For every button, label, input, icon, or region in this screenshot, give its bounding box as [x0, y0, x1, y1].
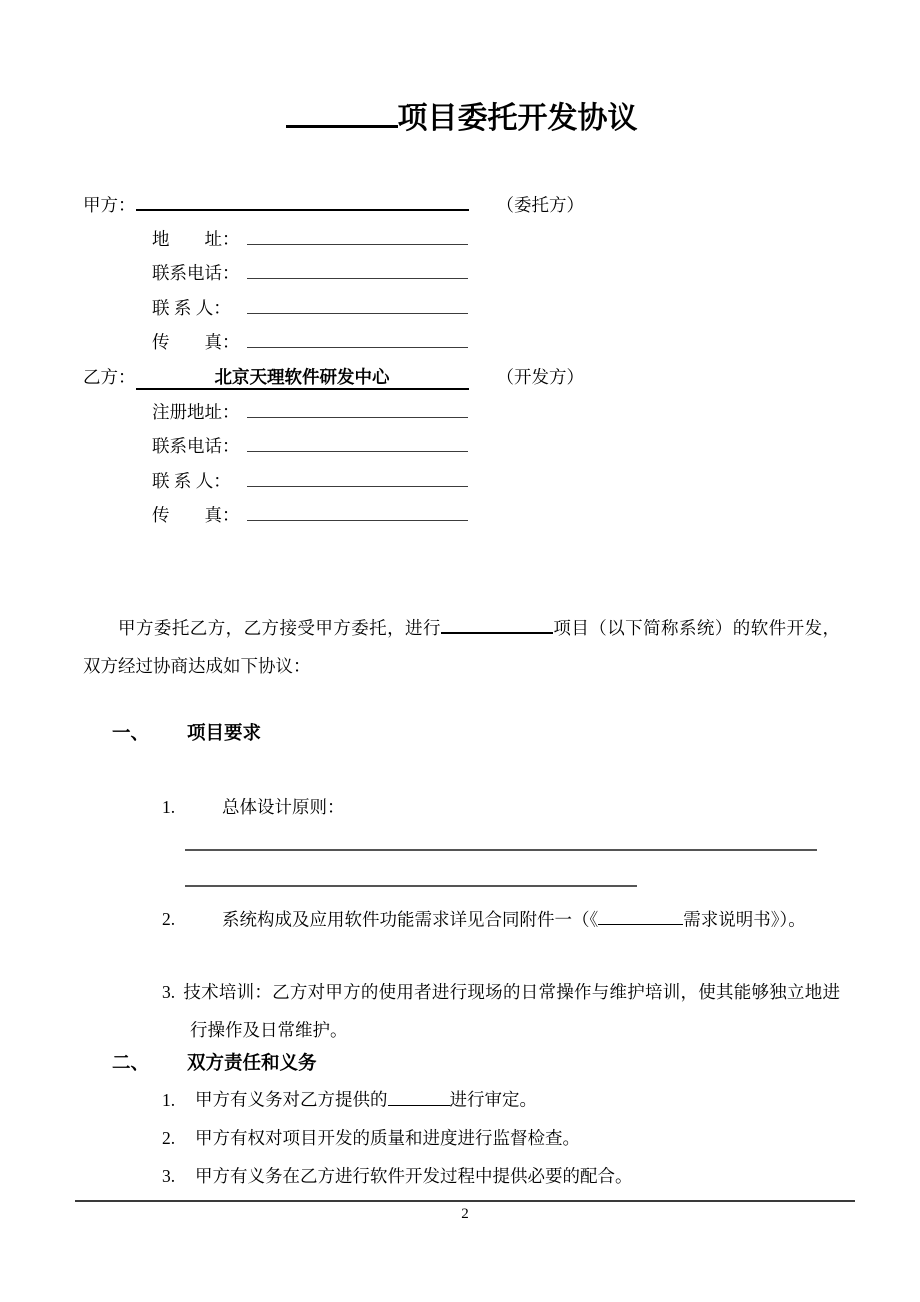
item-text-before: 甲方有义务对乙方提供的 [195, 1089, 388, 1110]
design-principle-blank-line-1[interactable] [185, 849, 817, 851]
requirement-doc-name-blank[interactable] [598, 907, 683, 926]
contact-label: 联 系 人： [152, 470, 231, 491]
party-b-role: （开发方） [496, 366, 584, 387]
title-blank-line[interactable] [286, 95, 398, 128]
design-principle-blank-line-2[interactable] [185, 885, 637, 887]
document-title-text: 项目委托开发协议 [397, 102, 638, 135]
item-text: 甲方有权对项目开发的质量和进度进行监督检查。 [195, 1127, 580, 1148]
item-number: 2. [162, 909, 176, 930]
section-two-title: 双方责任和义务 [187, 1054, 317, 1075]
phone-label: 联系电话： [152, 436, 240, 457]
party-b-contact-field[interactable] [247, 464, 468, 487]
item-text-after: 进行审定。 [449, 1089, 537, 1110]
registered-address-label: 注册地址： [152, 401, 240, 422]
document-title [83, 0, 840, 137]
item-number: 3. [162, 1165, 176, 1186]
section-one-heading [83, 723, 840, 745]
party-a-address-field[interactable] [247, 222, 468, 245]
party-b-label: 乙方： [83, 366, 136, 387]
party-b-address-row [83, 395, 840, 430]
section-one-item-1 [83, 795, 840, 819]
party-a-contact-field[interactable] [247, 291, 468, 314]
party-a-address-row [83, 222, 840, 257]
contact-label: 联 系 人： [152, 297, 231, 318]
item-number: 1. [162, 796, 176, 817]
section-one-item-2 [83, 907, 840, 932]
intro-text-after: 项目（以下简称系统）的软件开发，双方经过协商达成如下协议： [83, 617, 841, 676]
phone-label: 联系电话： [152, 263, 240, 284]
section-one-title: 项目要求 [187, 723, 262, 744]
section-two-item-2 [83, 1126, 840, 1150]
party-a-phone-field[interactable] [247, 256, 468, 279]
item-number: 2. [162, 1127, 176, 1148]
parties-block [83, 187, 840, 533]
intro-text-before: 甲方委托乙方，乙方接受甲方委托，进行 [118, 617, 441, 638]
intro-paragraph [83, 609, 840, 685]
page-number: 2 [461, 1206, 469, 1222]
item-text: 技术培训：乙方对甲方的使用者进行现场的日常操作与维护培训，使其能够独立地进行操作及日常维护。 [183, 982, 840, 1041]
party-b-contact-row [83, 464, 840, 499]
section-one-number: 一、 [112, 723, 150, 744]
party-a-fax-row [83, 325, 840, 360]
fax-label: 传 真： [152, 505, 240, 526]
item-text: 甲方有义务在乙方进行软件开发过程中提供必要的配合。 [195, 1165, 633, 1186]
section-two-item-1 [83, 1087, 840, 1112]
party-b-phone-row [83, 429, 840, 464]
section-two-item-3 [83, 1164, 840, 1188]
item-text-after: 需求说明书》）。 [683, 909, 806, 930]
party-a-row [83, 187, 840, 222]
item-number: 1. [162, 1089, 176, 1110]
deliverable-name-blank[interactable] [388, 1087, 450, 1106]
party-a-phone-row [83, 256, 840, 291]
page-footer [75, 1200, 855, 1223]
party-a-contact-row [83, 291, 840, 326]
section-one-item-3 [83, 973, 840, 1049]
section-two-number: 二、 [112, 1054, 150, 1075]
party-b-phone-field[interactable] [247, 429, 468, 452]
item-text-before: 系统构成及应用软件功能需求详见合同附件一（《 [222, 909, 599, 930]
party-a-fax-field[interactable] [247, 326, 468, 349]
address-label: 地 址： [152, 228, 240, 249]
item-number: 3. [162, 982, 176, 1003]
party-b-row [83, 360, 840, 395]
party-b-address-field[interactable] [247, 395, 468, 418]
item-text: 总体设计原则： [222, 796, 345, 817]
party-b-fax-field[interactable] [247, 498, 468, 521]
fax-label: 传 真： [152, 332, 240, 353]
section-two-heading [83, 1053, 840, 1075]
party-a-role: （委托方） [496, 194, 584, 215]
party-b-fax-row [83, 498, 840, 533]
project-name-blank[interactable] [441, 614, 553, 634]
party-a-name-field[interactable] [136, 187, 469, 211]
party-a-label: 甲方： [83, 194, 136, 215]
party-b-name-field[interactable]: 北京天理软件研发中心 [136, 366, 469, 390]
